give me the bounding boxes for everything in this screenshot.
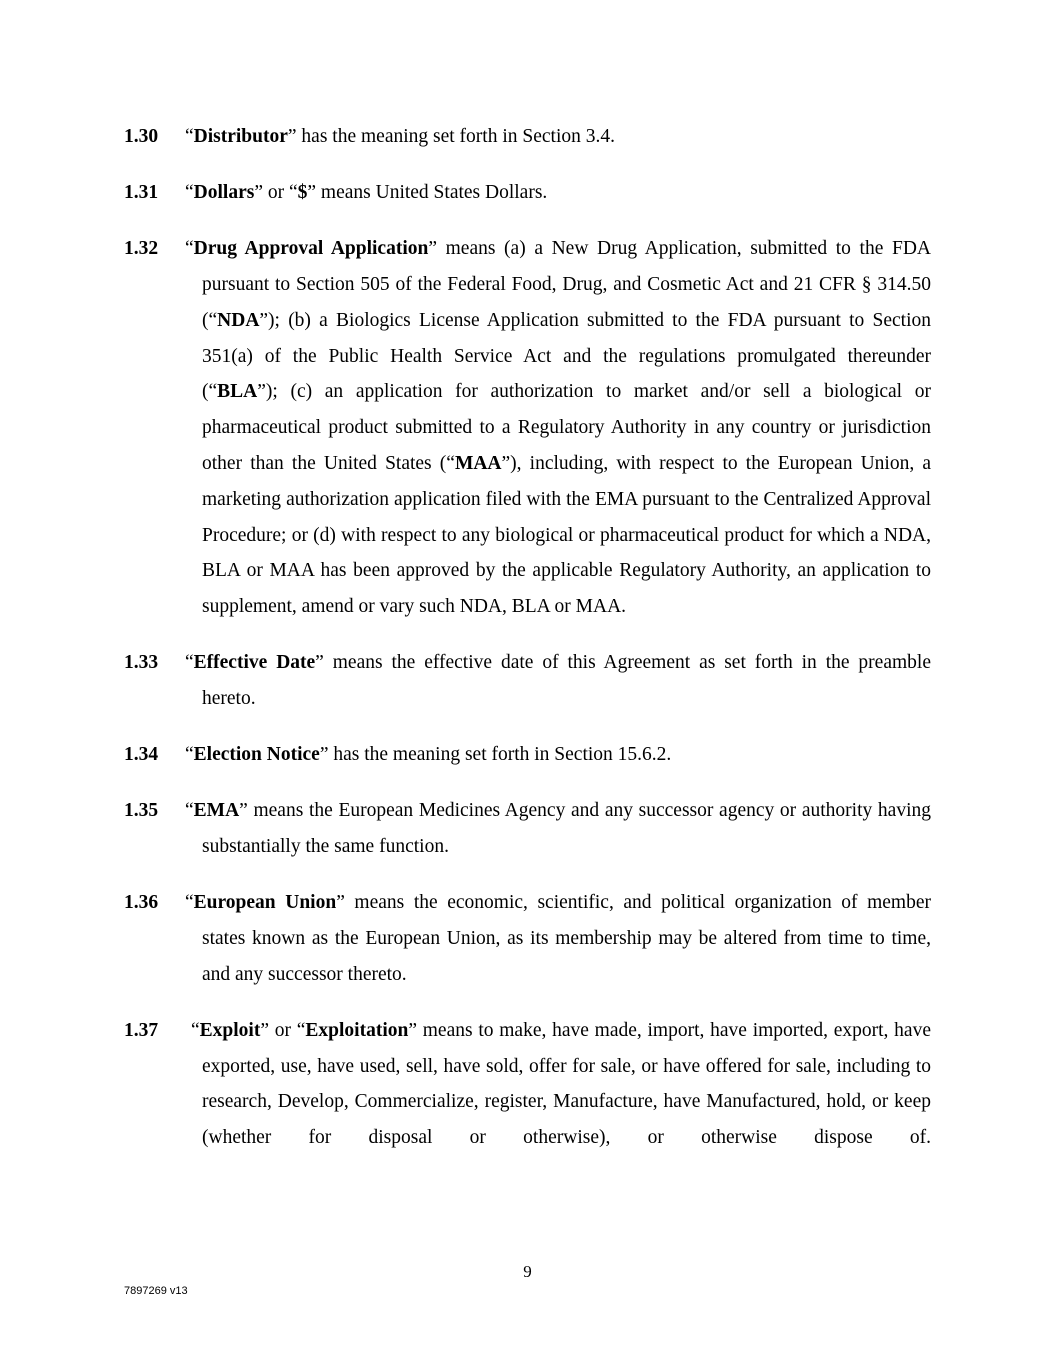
definition-text [124,885,931,992]
text-run: “ [185,238,194,260]
defined-term: Distributor [193,126,288,147]
definition-text [124,231,931,625]
definition-number: 1.34 [124,744,159,766]
text-run: ” has the meaning set forth in Section 3.4. [287,126,615,147]
definition-1-34 [124,737,931,773]
definition-number: 1.36 [124,892,159,914]
defined-term: Exploit [199,1019,261,1041]
definitions-list [124,119,931,1176]
text-run: ” or “ [254,182,298,204]
text-run: “ [185,892,194,914]
defined-term: BLA [217,381,258,403]
text-run: “ [185,800,194,822]
definition-1-32 [124,231,931,625]
text-run: ” means the effective date of this Agreement as set forth in the preamble hereto. [202,652,931,710]
definition-1-30 [124,119,931,155]
text-run: ” has the meaning set forth in Section 15.6.2. [319,744,672,766]
text-run: ” means the economic, scientific, and political organization of member states known as the European Union, as its membership may be altered from time to time, and any successor thereto. [202,892,931,985]
definition-text [124,793,931,865]
definition-number: 1.30 [124,126,159,147]
defined-term: Exploitation [305,1019,409,1041]
definition-1-31 [124,175,931,211]
defined-term: Effective Date [193,652,316,674]
text-run: ” or “ [260,1019,306,1041]
text-run: “ [185,126,194,147]
definition-text [124,175,931,211]
definition-text [124,1013,931,1156]
text-run: ”), including, with respect to the European Union, a marketing authorization application filed with the EMA pursuant to the Centralized Approval Procedure; or (d) with respect to any biological or pharmaceutical product for which a NDA, BLA or MAA has been approved by the applicable Regulatory Authority, an application to supplement, amend or vary such NDA, BLA or MAA. [202,452,931,618]
text-run: ” means United States Dollars. [307,182,548,204]
defined-term: NDA [217,309,260,331]
definition-number: 1.37 [124,1019,159,1041]
text-run: ” means (a) a New Drug Application, submitted to the FDA pursuant to Section 505 of the Federal Food, Drug, and Cosmetic Act and 21 CFR § 314.50 (“ [202,238,931,331]
defined-term: Drug Approval Application [193,238,429,260]
definition-1-33 [124,645,931,717]
definition-number: 1.32 [124,238,159,260]
defined-term: Dollars [193,182,255,204]
definition-1-37 [124,1013,931,1156]
page-number: 9 [523,1262,532,1281]
text-run: ”); (c) an application for authorization to market and/or sell a biological or pharmaceutical product submitted to a Regulatory Authority in any country or jurisdiction other than the United States (“ [202,381,931,474]
definition-1-35 [124,793,931,865]
definition-text [124,645,931,717]
text-run: “ [185,744,194,766]
definition-number: 1.35 [124,800,159,822]
text-run: ” means to make, have made, import, have imported, export, have exported, use, have used, sell, have sold, offer for sale, or have offered for sale, including to research, Develop, Commercialize, register, Manufacture, have Manufactured, hold, or keep (whether for disposal or otherwise), or otherwise dispose of. [202,1019,931,1149]
defined-term: European Union [193,892,337,914]
defined-term: EMA [193,800,240,822]
text-run: ”); (b) a Biologics License Application submitted to the FDA pursuant to Section 351(a) of the Public Health Service Act and the regulations promulgated thereunder (“ [202,309,931,403]
text-run: “ [185,182,194,204]
text-run: “ [185,652,194,674]
document-id: 7897269 v13 [124,1285,188,1297]
definition-text [124,737,931,773]
defined-term: MAA [454,452,502,474]
definition-number: 1.31 [124,182,159,204]
text-run: “ [191,1019,200,1041]
defined-term: $ [297,182,308,204]
text-run: ” means the European Medicines Agency and any successor agency or authority having substantially the same function. [202,800,931,858]
definition-1-36 [124,885,931,992]
definition-number: 1.33 [124,652,159,674]
definition-text [124,119,931,155]
defined-term: Election Notice [193,744,320,766]
